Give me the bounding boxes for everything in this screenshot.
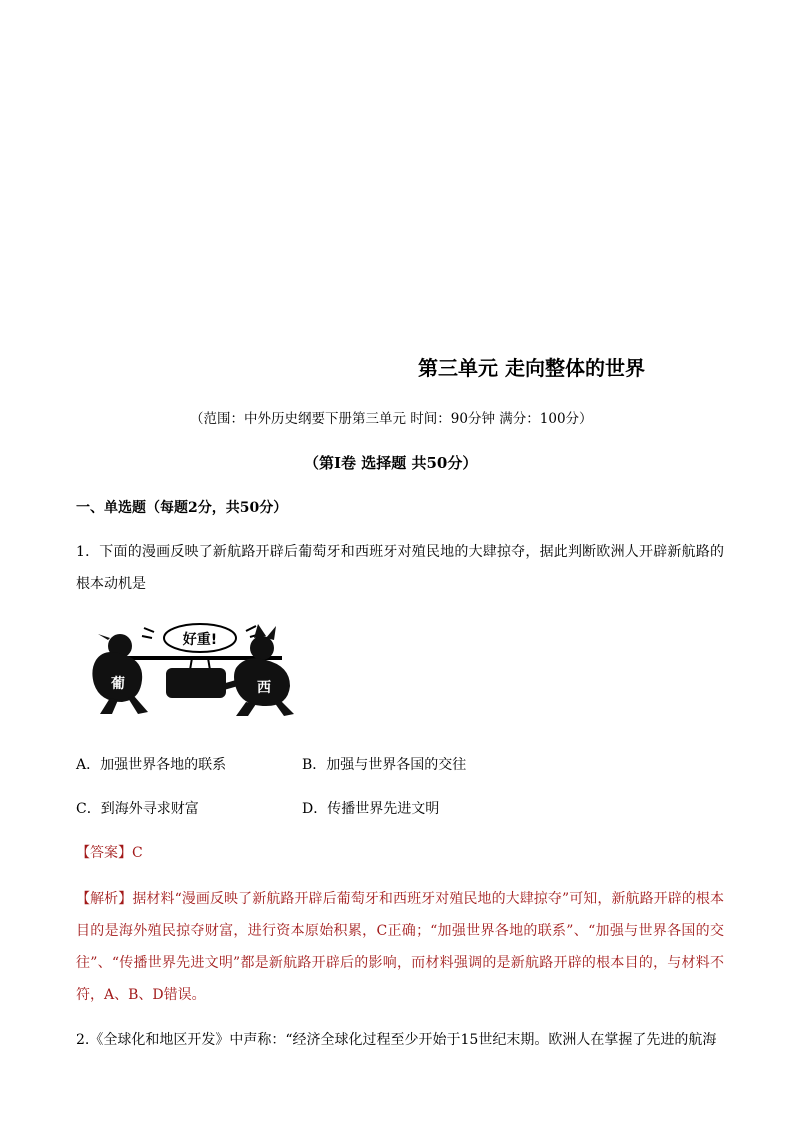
right-figure-label: 西 [257,680,271,696]
option-a: A．加强世界各地的联系 [76,757,227,773]
answer-line [76,842,143,862]
answer-tag: 【答案】 [76,845,132,861]
option-b: B．加强与世界各国的交往 [302,757,467,773]
speech-bubble-text: 好重! [182,632,218,648]
exam-range-note: （范围：中外历史纲要下册第三单元 时间：90分钟 满分：100分） [190,411,593,427]
section-title: （第I卷 选择题 共50分） [304,454,478,472]
cartoon-image [86,618,298,718]
question-2-stem: 2.《全球化和地区开发》中声称：“经济全球化过程至少开始于15世纪末期。欧洲人在掌握了先进的航海 [76,1032,717,1048]
answer-value: C [132,845,143,861]
unit-title: 第三单元 走向整体的世界 [418,356,645,380]
analysis-paragraph [76,883,724,1011]
option-d: D．传播世界先进文明 [302,801,440,817]
left-figure-label: 葡 [111,676,125,692]
question-type-heading: 一、单选题（每题2分，共50分） [76,500,288,516]
analysis-text: 据材料“漫画反映了新航路开辟后葡萄牙和西班牙对殖民地的大肆掠夺”可知，新航路开辟的根本目的是海外殖民掠夺财富，进行资本原始积累，C正确；“加强世界各地的联系”、“加强与世界各国的交往”、“传播世界先进文明”都是新航路开辟后的影响，而材料强调的是新航路开辟的根本目的，与材料不符，A、B、D错误。 [76,891,725,1003]
money-bag [166,668,226,698]
option-c: C．到海外寻求财富 [76,801,199,817]
left-figure [92,634,148,714]
question-1-stem: 1．下面的漫画反映了新航路开辟后葡萄牙和西班牙对殖民地的大肆掠夺，据此判断欧洲人开辟新航路的根本动机是 [76,544,724,592]
analysis-tag: 【解析】 [76,891,133,907]
